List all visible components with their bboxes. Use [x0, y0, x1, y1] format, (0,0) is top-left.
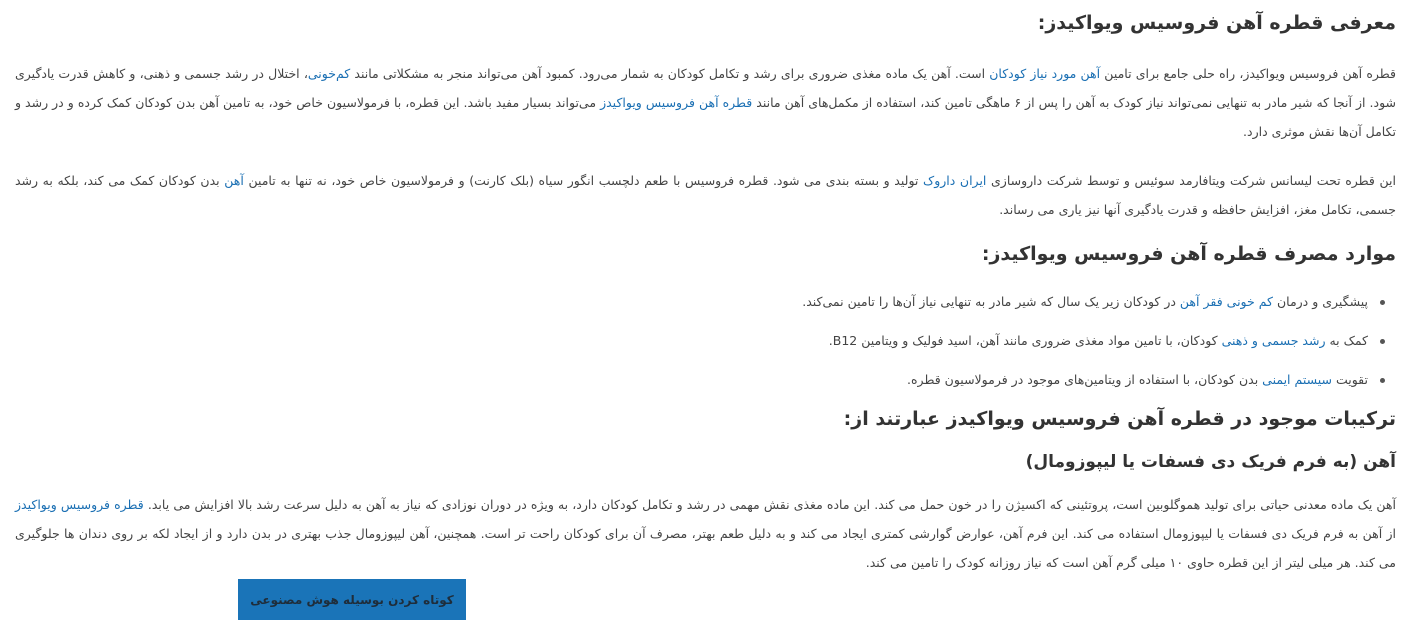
heading-ingredients: ترکیبات موجود در قطره آهن فروسیس ویواکیدز عبارتند از:	[843, 408, 1396, 430]
uses-list	[15, 292, 1396, 390]
list-item	[15, 292, 1368, 312]
link-iron-needs[interactable]: آهن مورد نیاز کودکان	[989, 66, 1101, 81]
text: آهن یک ماده معدنی حیاتی برای تولید هموگلوبین است، پروتئینی که اکسیژن را در خون حمل می کند. این ماده مغذی نقش مهمی در رشد و تکامل کودکان دارد، به ویژه در دوران نوزادی که نیاز به آهن به دلیل سرعت رشد بالا افزایش می یابد.	[143, 497, 1397, 512]
text: است. آهن یک ماده مغذی ضروری برای رشد و تکامل کودکان به شمار می‌رود. کمبود آهن می‌تواند منجر به مشکلاتی مانند	[350, 66, 990, 81]
text: تقویت	[1332, 372, 1368, 387]
text: از آهن به فرم فریک دی فسفات یا لیپوزومال استفاده می کند. این فرم آهن، عوارض گوارشی کمتری ایجاد می کند و به دلیل طعم بهتر، مصرف آن برای کودکان راحت تر است. همچنین، آهن لیپوزومال جذب بهتری در بدن دارد و از ایجاد لکه بر روی دندان ها جلوگیری می کند. هر میلی لیتر از این قطره حاوی ۱۰ میلی گرم آهن است که نیاز روزانه کودک را تامین می کند.	[15, 526, 1396, 570]
text: می‌تواند بسیار مفید باشد. این قطره، با فرمولاسیون خاص خود، به تامین آهن بدن کودکان کمک کرده و در رشد و تکامل آن‌ها نقش موثری دارد.	[15, 95, 1396, 139]
text: این قطره تحت لیسانس شرکت ویتافارمد سوئیس و توسط شرکت داروسازی	[986, 173, 1396, 188]
ai-summarize-button[interactable]: کوتاه کردن بوسیله هوش مصنوعی	[238, 579, 466, 620]
link-anemia[interactable]: کم‌خونی	[307, 66, 351, 81]
link-iron[interactable]: آهن	[224, 173, 244, 188]
text: کمک به	[1325, 333, 1368, 348]
text: کودکان، با تامین مواد مغذی ضروری مانند آهن، اسید فولیک و ویتامین B12.	[828, 333, 1222, 348]
text: بدن کودکان کمک می کند، بلکه به رشد جسمی، تکامل مغز، افزایش حافظه و قدرت یادگیری آنها نیز یاری می رساند.	[15, 173, 1396, 217]
text: ، اختلال در رشد جسمی و ذهنی، و کاهش قدرت یادگیری شود. از آنجا که شیر مادر به تنهایی نمی‌تواند نیاز کودک به آهن را پس از ۶ ماهگی تامین کند، استفاده از مکمل‌های آهن مانند	[15, 66, 1396, 110]
paragraph-manufacturer	[15, 166, 1396, 224]
link-iran-darouk[interactable]: ایران داروک	[923, 173, 987, 188]
heading-uses: موارد مصرف قطره آهن فروسیس ویواکیدز:	[981, 243, 1396, 265]
link-growth[interactable]: رشد جسمی و ذهنی	[1221, 333, 1326, 348]
paragraph-iron	[15, 490, 1396, 577]
text: تولید و بسته بندی می شود. قطره فروسیس با طعم دلچسب انگور سیاه (بلک کارنت) و فرمولاسیون خاص خود، نه تنها به تامین	[243, 173, 923, 188]
text: قطره آهن فروسیس ویواکیدز، راه حلی جامع برای تامین	[1100, 66, 1396, 81]
paragraph-intro	[15, 59, 1396, 146]
list-item	[15, 370, 1368, 390]
link-iron-deficiency-anemia[interactable]: کم خونی فقر آهن	[1179, 294, 1273, 309]
text: در کودکان زیر یک سال که شیر مادر به تنهایی نیاز آن‌ها را تامین نمی‌کند.	[802, 294, 1180, 309]
link-ferrosis-vivakids[interactable]: قطره فروسیس ویواکیدز	[15, 497, 144, 512]
link-immune-system[interactable]: سیستم ایمنی	[1262, 372, 1332, 387]
link-ferrosis-drop[interactable]: قطره آهن فروسیس ویواکیدز	[600, 95, 753, 110]
heading-iron-form: آهن (به فرم فریک دی فسفات یا لیپوزومال)	[1025, 452, 1396, 472]
text: بدن کودکان، با استفاده از ویتامین‌های موجود در فرمولاسیون قطره.	[907, 372, 1263, 387]
list-item	[15, 331, 1368, 351]
article-content	[15, 0, 1396, 638]
text: پیشگیری و درمان	[1272, 294, 1368, 309]
heading-intro: معرفی قطره آهن فروسیس ویواکیدز:	[1037, 12, 1396, 34]
